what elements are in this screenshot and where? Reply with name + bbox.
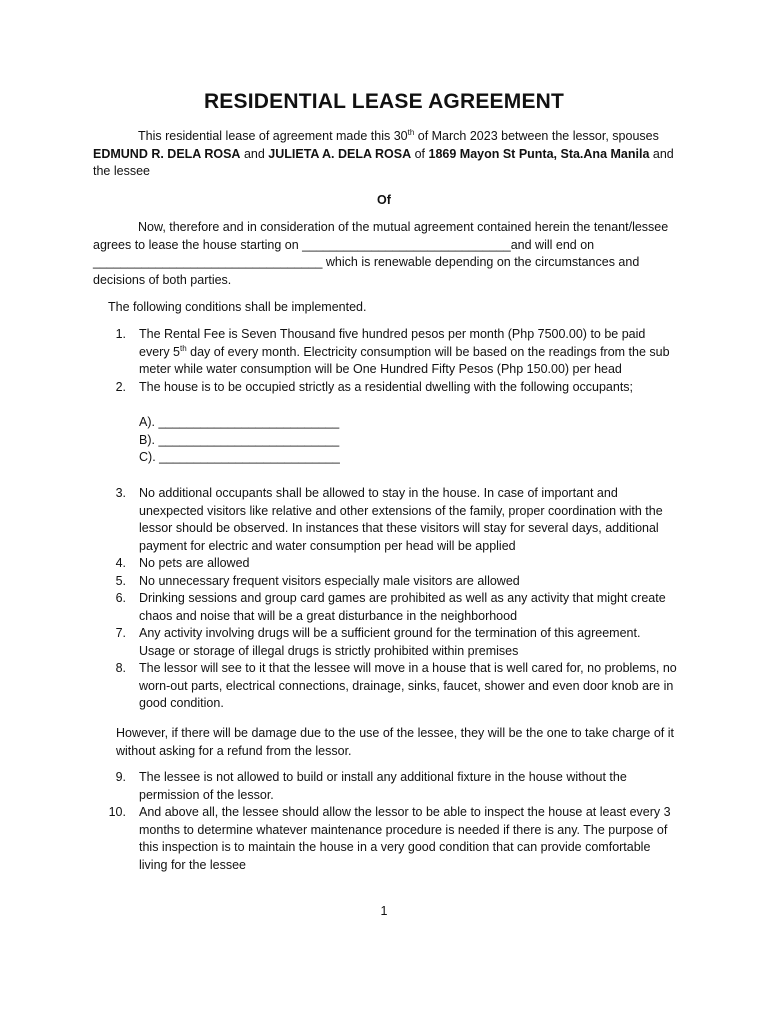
list-item bbox=[0, 804, 679, 874]
list-number: 7. bbox=[115, 626, 126, 640]
occupant-blanks bbox=[139, 414, 340, 467]
of-heading: Of bbox=[377, 193, 391, 207]
list-number: 5. bbox=[115, 573, 126, 588]
list-item-text: No unnecessary frequent visitors especially male visitors are allowed bbox=[139, 573, 520, 588]
conditions-intro: The following conditions shall be implemented. bbox=[108, 300, 367, 314]
occupant-blank: B). __________________________ bbox=[139, 432, 340, 447]
list-number: 9. bbox=[115, 770, 126, 784]
list-item bbox=[0, 326, 679, 379]
item1-superscript: th bbox=[180, 343, 187, 353]
list-number: 4. bbox=[115, 556, 126, 570]
damage-note: However, if there will be damage due to the use of the lessee, they will be the one to take charge of it without asking for a refund from the lessor. bbox=[116, 726, 674, 758]
conditions-list-1 bbox=[0, 326, 768, 396]
intro-text-3: and the lessee bbox=[93, 146, 674, 178]
intro-paragraph bbox=[93, 128, 683, 181]
intro-and: and bbox=[240, 146, 269, 161]
intro-text-2: of March 2023 between the lessor, spouses bbox=[414, 129, 659, 143]
occupant-blank: A). __________________________ bbox=[139, 415, 340, 429]
consideration-paragraph: Now, therefore and in consideration of the mutual agreement contained herein the tenant/lessee agrees to lease the house starting on ______________________________and will end on _________________________________ which is renewable depending on the circumstances and decisions of both parties. bbox=[93, 220, 669, 287]
list-number: 8. bbox=[115, 661, 126, 675]
list-number: 2. bbox=[115, 379, 126, 394]
item1-text-2: day of every month. Electricity consumption will be based on the readings from the sub meter while water consumption will be One Hundred Fifty Pesos (Php 150.00) per head bbox=[139, 344, 670, 376]
lessor-name-2: JULIETA A. DELA ROSA bbox=[268, 146, 412, 161]
intro-of: of bbox=[411, 146, 429, 161]
list-item-text: And above all, the lessee should allow the lessor to be able to inspect the house at least every 3 months to determine whatever maintenance procedure is needed if there is any. The purpose of this inspection is to maintain the house in a very good condition that can provide comfortable living for the lessee bbox=[139, 805, 671, 872]
list-item bbox=[0, 590, 679, 625]
list-item-text: Any activity involving drugs will be a sufficient ground for the termination of this agreement. Usage or storage of illegal drugs is strictly prohibited within premises bbox=[139, 626, 641, 658]
list-item-text: No pets are allowed bbox=[139, 556, 250, 570]
list-item bbox=[0, 769, 679, 804]
list-number: 10. bbox=[108, 805, 126, 819]
intro-text-1: This residential lease of agreement made this 30 bbox=[138, 129, 408, 143]
list-item-text: No additional occupants shall be allowed to stay in the house. In case of important and unexpected visitors like relative and other extensions of the family, proper coordination with the lessor should be observed. In instances that these visitors will stay for several days, additional payment for electric and water consumption per head will be applied bbox=[139, 486, 663, 553]
item1-text-1: The Rental Fee is Seven Thousand five hundred pesos per month (Php 7500.00) to be paid every 5 bbox=[139, 327, 646, 359]
list-item bbox=[0, 573, 679, 591]
conditions-list-2 bbox=[0, 485, 768, 713]
conditions-list-3 bbox=[0, 769, 768, 874]
list-item bbox=[0, 379, 679, 397]
list-item-text: The lessee is not allowed to build or install any additional fixture in the house without the permission of the lessor. bbox=[139, 770, 627, 802]
list-item bbox=[0, 660, 679, 713]
list-item-text: Drinking sessions and group card games are prohibited as well as any activity that might create chaos and noise that will be a great disturbance in the neighborhood bbox=[139, 591, 666, 623]
list-number: 6. bbox=[115, 591, 126, 605]
list-item bbox=[0, 485, 679, 555]
lessor-address: 1869 Mayon St Punta, Sta.Ana Manila bbox=[428, 146, 650, 161]
list-number: 1. bbox=[115, 327, 126, 341]
list-item bbox=[0, 625, 679, 660]
document-title: RESIDENTIAL LEASE AGREEMENT bbox=[203, 90, 565, 113]
page-number: 1 bbox=[380, 904, 388, 918]
item2-text: The house is to be occupied strictly as a residential dwelling with the following occupants; bbox=[139, 379, 634, 394]
list-number: 3. bbox=[115, 486, 126, 500]
list-item-text: The lessor will see to it that the lessee will move in a house that is well cared for, no problems, no worn-out parts, electrical connections, drainage, sinks, faucet, shower and even door knob are in good condition. bbox=[139, 661, 677, 710]
intro-superscript: th bbox=[407, 127, 415, 137]
list-item bbox=[0, 555, 679, 573]
lessor-name-1: EDMUND R. DELA ROSA bbox=[93, 146, 241, 161]
occupant-blank: C). __________________________ bbox=[139, 450, 340, 464]
